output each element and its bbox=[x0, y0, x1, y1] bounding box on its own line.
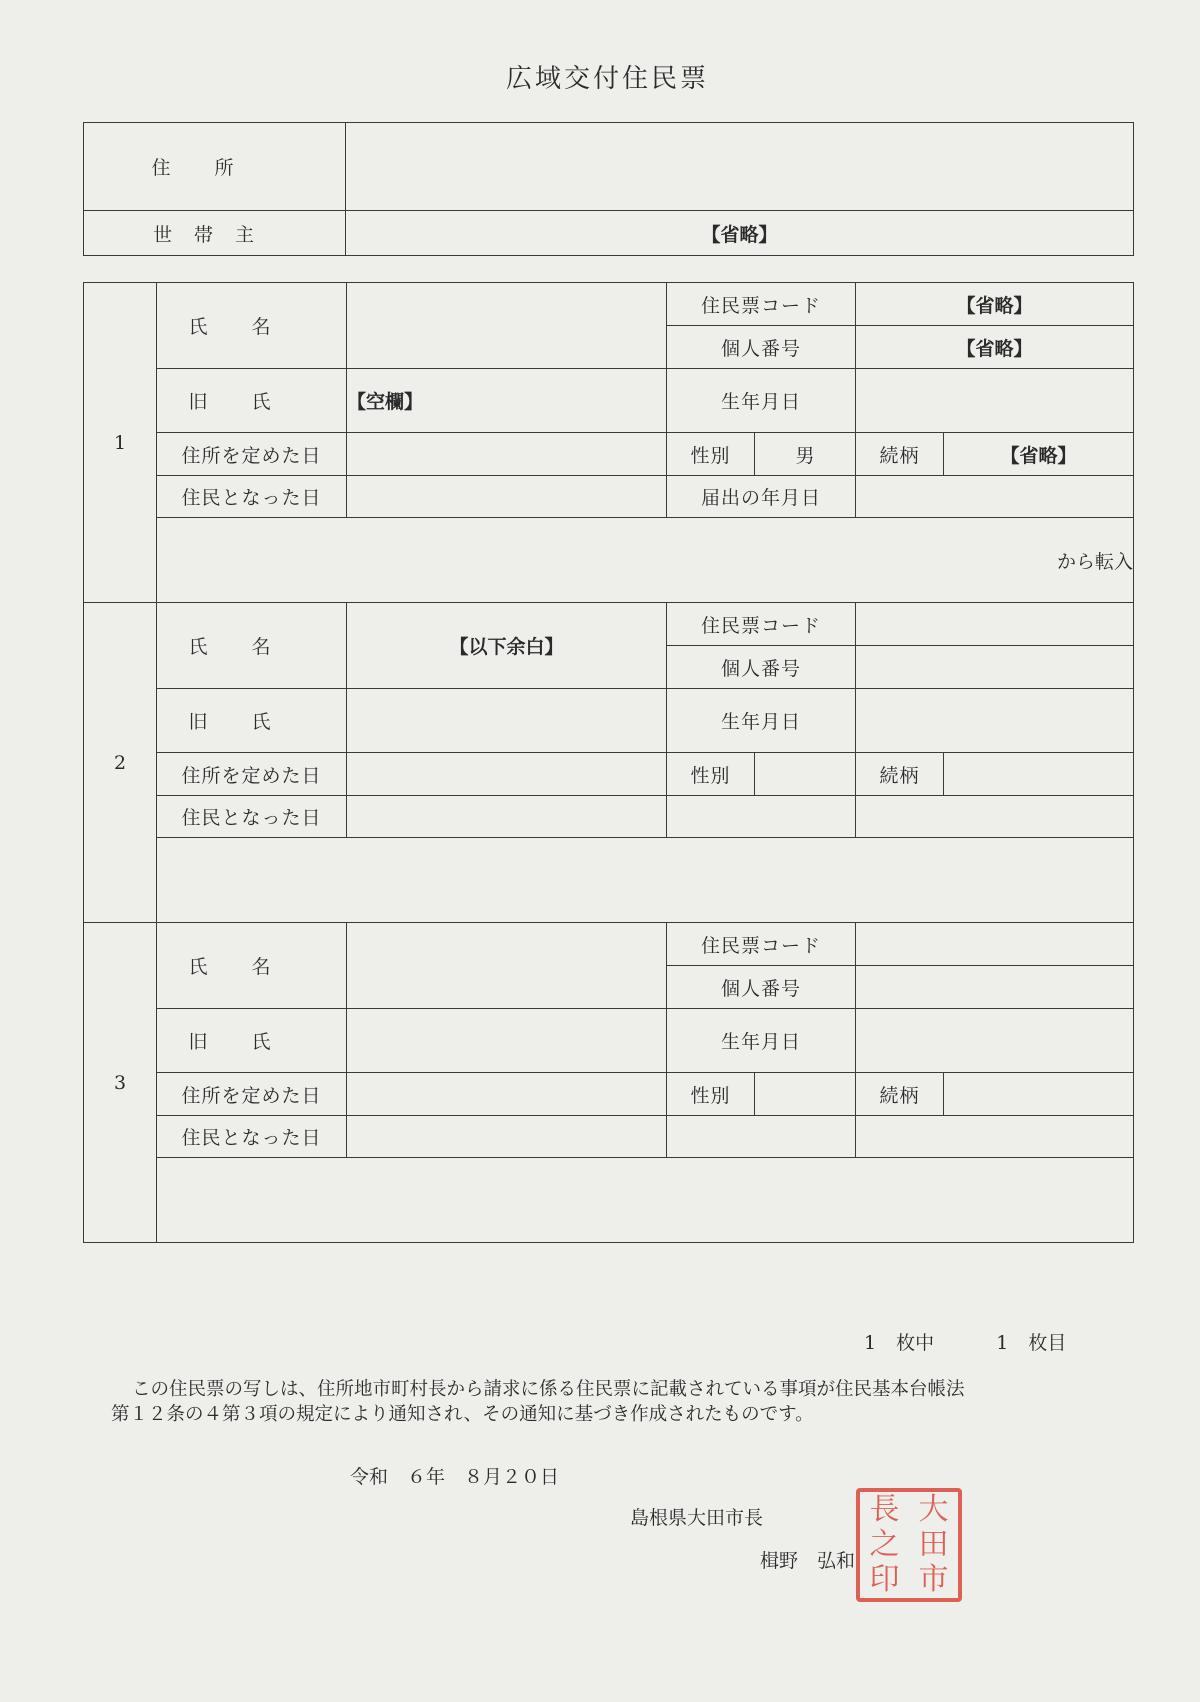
person-block bbox=[83, 602, 1134, 923]
official-seal bbox=[856, 1488, 962, 1602]
personal-number-label: 個人番号 bbox=[667, 326, 856, 369]
name-label: 氏名 bbox=[157, 603, 347, 689]
address-date-value bbox=[347, 753, 667, 796]
person-block bbox=[83, 282, 1134, 603]
resident-date-label: 住民となった日 bbox=[157, 1116, 347, 1158]
name-label: 氏名 bbox=[157, 923, 347, 1009]
gender-label: 性別 bbox=[667, 433, 755, 476]
notification-date-value bbox=[856, 476, 1134, 518]
mayor-name: 楫野 弘和 bbox=[760, 1550, 856, 1572]
seal-char: 之 bbox=[869, 1526, 900, 1562]
birth-date-value bbox=[856, 1009, 1134, 1073]
relationship-label: 続柄 bbox=[856, 753, 944, 796]
former-name-label: 旧氏 bbox=[157, 689, 347, 753]
former-name-label: 旧氏 bbox=[157, 369, 347, 433]
relationship-value: 【省略】 bbox=[944, 433, 1134, 476]
resident-date-value bbox=[347, 1116, 667, 1158]
page-current: 1 bbox=[996, 1332, 1009, 1354]
address-date-label: 住所を定めた日 bbox=[157, 753, 347, 796]
resident-code-label: 住民票コード bbox=[667, 283, 856, 326]
person-index: 1 bbox=[84, 283, 157, 603]
certification-line-1: この住民票の写しは、住所地市町村長から請求に係る住民票に記載されている事項が住民基本台帳法 bbox=[132, 1379, 965, 1400]
page-current-suffix: 枚目 bbox=[1028, 1332, 1067, 1354]
relationship-label: 続柄 bbox=[856, 433, 944, 476]
former-name-value: 【空欄】 bbox=[347, 369, 667, 433]
former-name-label: 旧氏 bbox=[157, 1009, 347, 1073]
notification-date-label bbox=[667, 796, 856, 838]
resident-code-value bbox=[856, 603, 1134, 646]
birth-date-value bbox=[856, 369, 1134, 433]
notification-date-value bbox=[856, 1116, 1134, 1158]
person-block bbox=[83, 922, 1134, 1243]
seal-char: 市 bbox=[918, 1562, 949, 1598]
seal-char: 長 bbox=[869, 1491, 900, 1527]
resident-code-label: 住民票コード bbox=[667, 603, 856, 646]
seal-char: 印 bbox=[869, 1562, 900, 1598]
seal-char: 大 bbox=[918, 1491, 949, 1527]
name-label: 氏名 bbox=[157, 283, 347, 369]
address-date-label: 住所を定めた日 bbox=[157, 1073, 347, 1116]
gender-value: 男 bbox=[755, 433, 856, 476]
notification-date-label bbox=[667, 1116, 856, 1158]
gender-value bbox=[755, 1073, 856, 1116]
address-table bbox=[83, 122, 1134, 256]
personal-number-value: 【省略】 bbox=[856, 326, 1134, 369]
relationship-value bbox=[944, 753, 1134, 796]
address-date-value bbox=[347, 1073, 667, 1116]
issuer: 島根県大田市長 bbox=[630, 1507, 764, 1529]
name-value: 【以下余白】 bbox=[347, 603, 667, 689]
person-index: 2 bbox=[84, 603, 157, 923]
seal-char: 田 bbox=[918, 1526, 949, 1562]
birth-date-label: 生年月日 bbox=[667, 1009, 856, 1073]
personal-number-label: 個人番号 bbox=[667, 966, 856, 1009]
resident-code-label: 住民票コード bbox=[667, 923, 856, 966]
certification-line-2: 第１２条の４第３項の規定により通知され、その通知に基づき作成されたものです。 bbox=[111, 1404, 814, 1425]
page-count bbox=[864, 1328, 1066, 1355]
notification-date-label: 届出の年月日 bbox=[667, 476, 856, 518]
birth-date-label: 生年月日 bbox=[667, 689, 856, 753]
resident-date-label: 住民となった日 bbox=[157, 476, 347, 518]
relationship-label: 続柄 bbox=[856, 1073, 944, 1116]
person-index: 3 bbox=[84, 923, 157, 1243]
personal-number-label: 個人番号 bbox=[667, 646, 856, 689]
birth-date-value bbox=[856, 689, 1134, 753]
page-total-suffix: 枚中 bbox=[896, 1332, 935, 1354]
moved-from bbox=[157, 1158, 1134, 1243]
address-date-label: 住所を定めた日 bbox=[157, 433, 347, 476]
resident-date-label: 住民となった日 bbox=[157, 796, 347, 838]
personal-number-value bbox=[856, 646, 1134, 689]
gender-value bbox=[755, 753, 856, 796]
householder-label: 世帯主 bbox=[84, 211, 346, 256]
personal-number-value bbox=[856, 966, 1134, 1009]
address-value bbox=[346, 123, 1134, 211]
resident-code-value bbox=[856, 923, 1134, 966]
address-date-value bbox=[347, 433, 667, 476]
resident-date-value bbox=[347, 796, 667, 838]
birth-date-label: 生年月日 bbox=[667, 369, 856, 433]
moved-from bbox=[157, 838, 1134, 923]
householder-value: 【省略】 bbox=[346, 211, 1134, 256]
relationship-value bbox=[944, 1073, 1134, 1116]
former-name-value bbox=[347, 689, 667, 753]
gender-label: 性別 bbox=[667, 1073, 755, 1116]
resident-code-value: 【省略】 bbox=[856, 283, 1134, 326]
address-label: 住所 bbox=[84, 123, 346, 211]
gender-label: 性別 bbox=[667, 753, 755, 796]
document-title: 広域交付住民票 bbox=[505, 64, 709, 94]
issue-date: 令和 ６年 ８月２０日 bbox=[350, 1466, 560, 1488]
notification-date-value bbox=[856, 796, 1134, 838]
resident-date-value bbox=[347, 476, 667, 518]
name-value bbox=[347, 923, 667, 1009]
moved-from: から転入 bbox=[157, 518, 1134, 603]
page-total: 1 bbox=[864, 1332, 877, 1354]
former-name-value bbox=[347, 1009, 667, 1073]
name-value bbox=[347, 283, 667, 369]
